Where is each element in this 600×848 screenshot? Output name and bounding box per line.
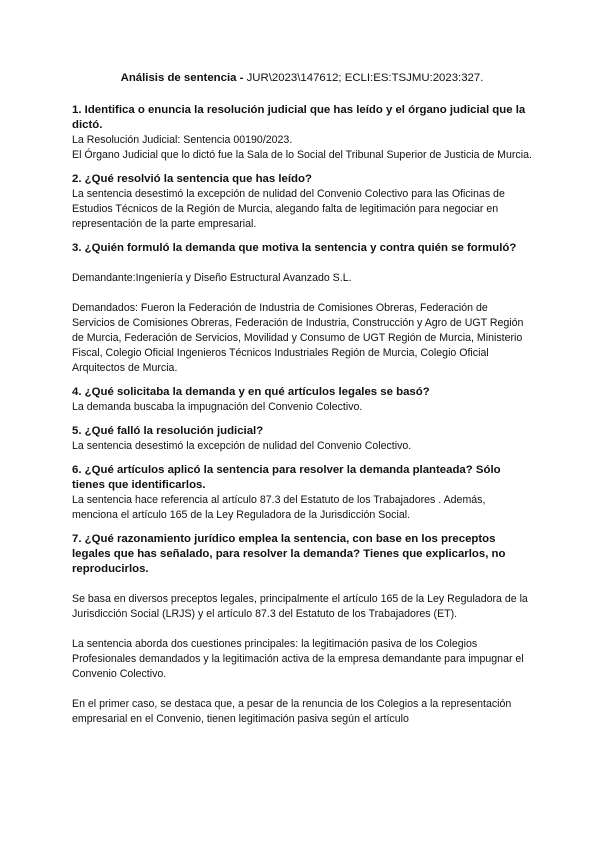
section-4	[72, 385, 532, 415]
question-2: 2. ¿Qué resolvió la sentencia que has leído?	[72, 173, 312, 185]
answer-5: La sentencia desestimó la excepción de nulidad del Convenio Colectivo.	[72, 440, 412, 452]
answer-7-paragraph-1: Se basa en diversos preceptos legales, principalmente el artículo 165 de la Ley Reguladora de la Jurisdicción Social (LRJS) y el artículo 87.3 del Estatuto de los Trabajadores (ET).	[72, 593, 528, 620]
title-reference: JUR\2023\147612; ECLI:ES:TSJMU:2023:327.	[246, 72, 484, 84]
answer-3-defendants: Demandados: Fueron la Federación de Industria de Comisiones Obreras, Federación de Servicios de Comisiones Obreras, Federación de Industria, Construcción y Agro de UGT Región de Murcia, Federación de Servicios, Movilidad y Consumo de UGT Región de Murcia, Ministerio Fiscal, Colegio Oficial Ingenieros Técnicos Industriales Región de Murcia, Colegio Oficial Arquitectos de Murcia.	[72, 302, 524, 374]
document-page	[72, 70, 532, 736]
question-1: 1. Identifica o enuncia la resolución judicial que has leído y el órgano judicial que la dictó.	[72, 104, 526, 131]
question-3: 3. ¿Quién formuló la demanda que motiva la sentencia y contra quién se formuló?	[72, 242, 517, 254]
section-5	[72, 424, 532, 454]
question-5: 5. ¿Qué falló la resolución judicial?	[72, 425, 264, 437]
document-title	[72, 70, 532, 86]
section-2	[72, 172, 532, 232]
answer-6: La sentencia hace referencia al artículo 87.3 del Estatuto de los Trabajadores . Además, menciona el artículo 165 de la Ley Reguladora de la Jurisdicción Social.	[72, 494, 486, 521]
answer-4: La demanda buscaba la impugnación del Convenio Colectivo.	[72, 401, 363, 413]
answer-3-plaintiff: Demandante:Ingeniería y Diseño Estructural Avanzado S.L.	[72, 272, 352, 284]
answer-2: La sentencia desestimó la excepción de nulidad del Convenio Colectivo para las Oficinas de Estudios Técnicos de la Región de Murcia, alegando falta de legitimación para negociar en representación de la parte empresarial.	[72, 188, 505, 230]
answer-7-paragraph-3: En el primer caso, se destaca que, a pesar de la renuncia de los Colegios a la representación empresarial en el Convenio, tienen legitimación pasiva según el artículo	[72, 698, 512, 725]
question-6: 6. ¿Qué artículos aplicó la sentencia para resolver la demanda planteada? Sólo tienes que identificarlos.	[72, 464, 501, 491]
section-1	[72, 103, 532, 163]
answer-7-paragraph-2: La sentencia aborda dos cuestiones principales: la legitimación pasiva de los Colegios Profesionales demandados y la legitimación activa de la empresa demandante para impugnar el Convenio Colectivo.	[72, 638, 524, 680]
spacer	[72, 577, 532, 592]
spacer	[72, 682, 532, 697]
section-7	[72, 532, 532, 727]
spacer	[72, 622, 532, 637]
section-3	[72, 241, 532, 376]
spacer	[72, 256, 532, 271]
question-4: 4. ¿Qué solicitaba la demanda y en qué artículos legales se basó?	[72, 386, 430, 398]
question-7: 7. ¿Qué razonamiento jurídico emplea la sentencia, con base en los preceptos legales que has señalado, para resolver la demanda? Tienes que explicarlos, no reproducirlos.	[72, 533, 506, 575]
title-bold: Análisis de sentencia -	[120, 72, 244, 84]
spacer	[72, 286, 532, 301]
answer-1-line-1: La Resolución Judicial: Sentencia 00190/2023.	[72, 134, 293, 146]
section-6	[72, 463, 532, 523]
answer-1-line-2: El Órgano Judicial que lo dictó fue la Sala de lo Social del Tribunal Superior de Justicia de Murcia.	[72, 149, 532, 161]
